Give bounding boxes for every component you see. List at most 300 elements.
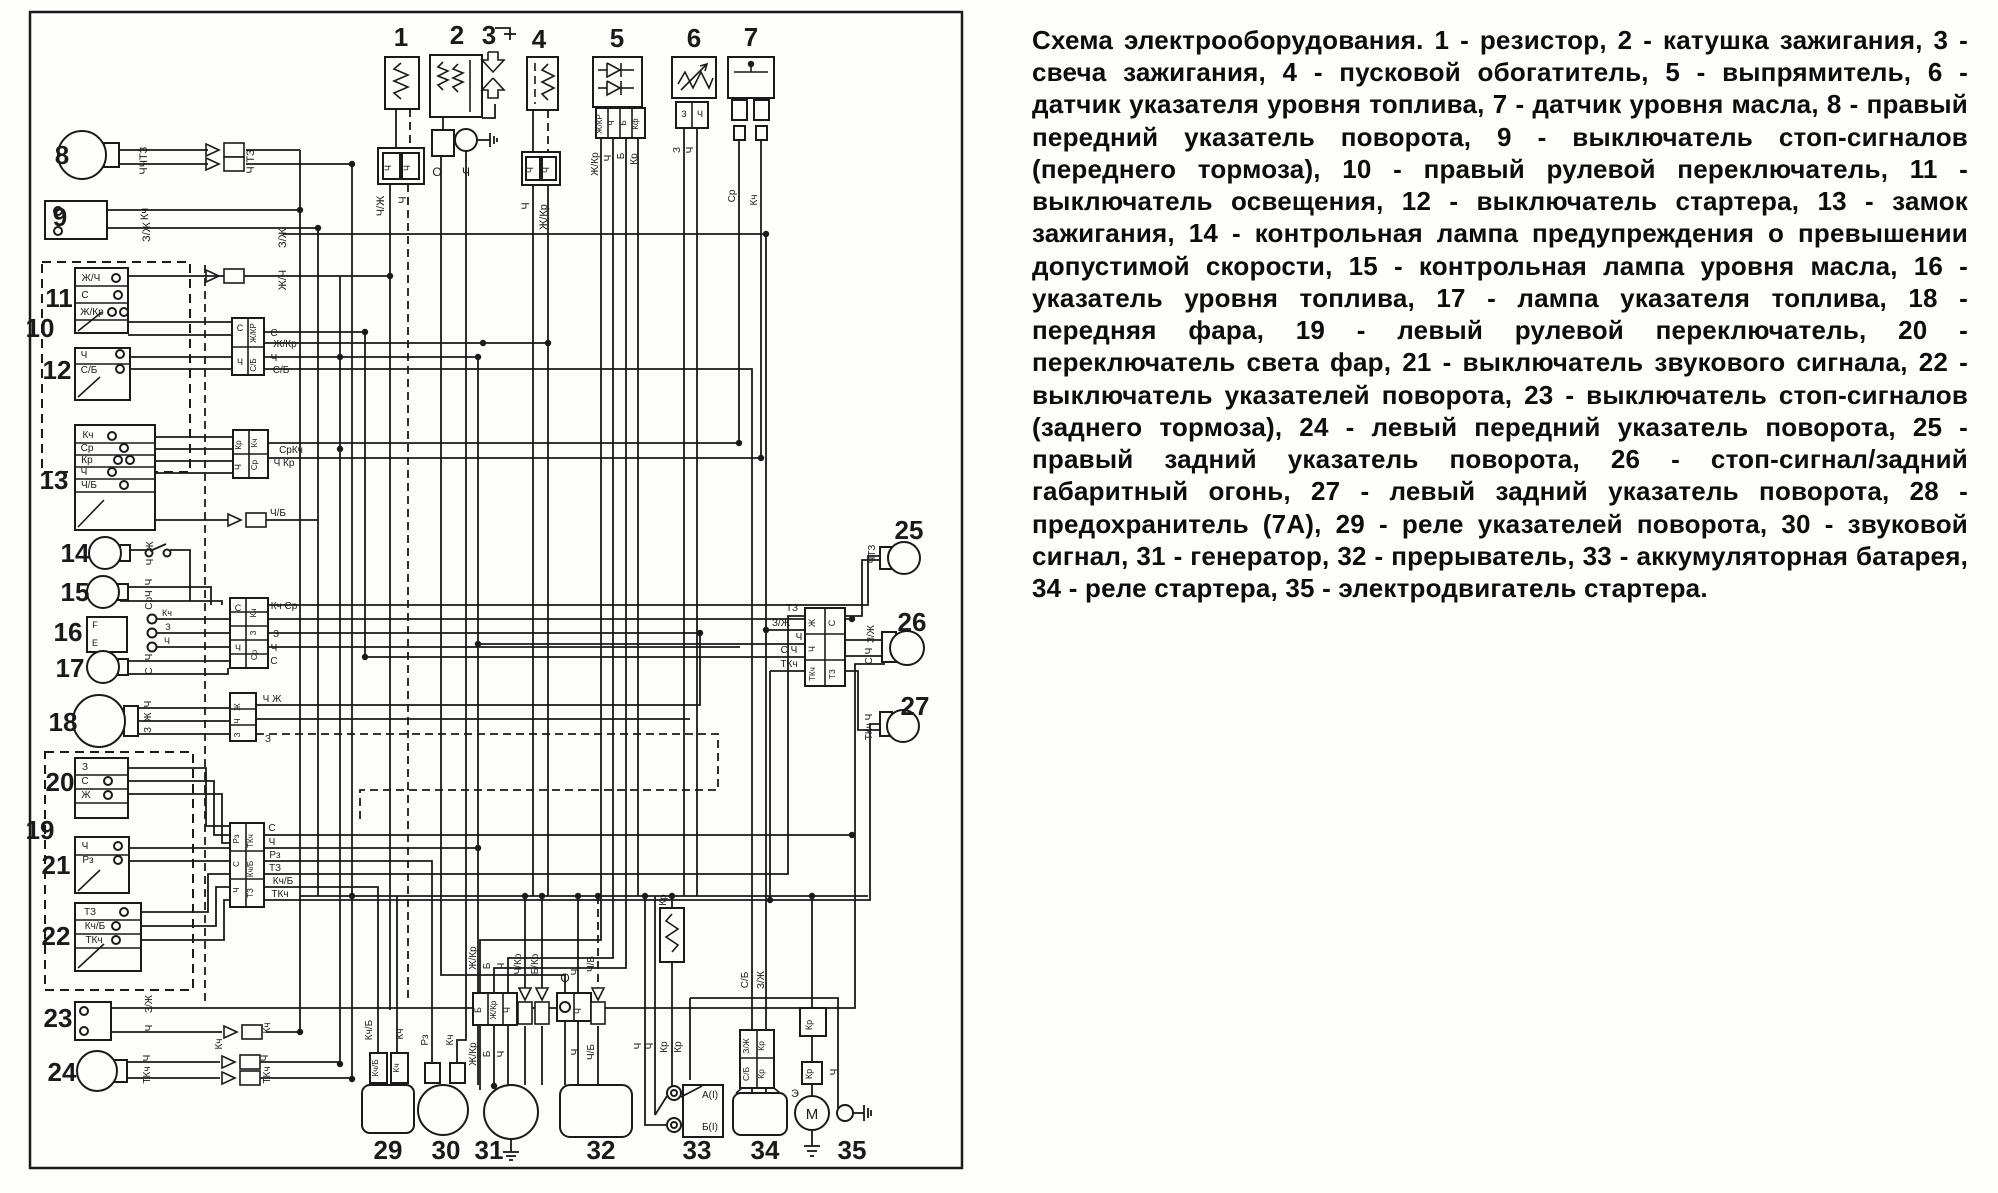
- junction-dot: [315, 225, 321, 231]
- wire-label: Ч: [270, 353, 278, 364]
- component-circle: [164, 550, 171, 557]
- wire-label: Ч: [496, 1050, 507, 1058]
- component-circle: [484, 1085, 538, 1139]
- wire-label: Ч: [233, 464, 243, 470]
- wire-label: ТКч: [780, 659, 798, 670]
- component-number: 1: [393, 22, 409, 52]
- component-number: 13: [39, 465, 69, 495]
- connector-sleeve: [240, 1055, 260, 1069]
- wire-label: Кч: [262, 1022, 273, 1034]
- wire-label: З: [249, 630, 258, 636]
- junction-dot: [809, 893, 815, 899]
- wire-label: С: [270, 656, 278, 667]
- wire-label: З/Ж: [277, 228, 289, 248]
- wire-label: Ч: [145, 558, 156, 566]
- connector-sleeve: [246, 513, 266, 527]
- component-box: [754, 100, 769, 120]
- connector-sleeve: [242, 1025, 262, 1039]
- component-circle: [89, 537, 121, 569]
- component-number: 31: [474, 1135, 504, 1165]
- wire-label: F: [92, 620, 98, 630]
- component-number: 3: [481, 20, 497, 50]
- wire-label: З/Ж: [141, 222, 153, 242]
- component-circle: [73, 695, 125, 747]
- wire-label: З: [681, 109, 687, 119]
- component-number: 22: [41, 921, 71, 951]
- wire-label: Ж: [807, 618, 817, 628]
- wire: [457, 151, 466, 1063]
- connector-bullet: [222, 1072, 235, 1084]
- component-circle: [667, 1086, 681, 1100]
- junction-dot: [337, 1061, 343, 1067]
- wire-label: ТКч: [85, 935, 103, 946]
- wire-label: Ср: [250, 649, 259, 661]
- junction-dot: [758, 455, 764, 461]
- wire-label: Ч: [142, 1054, 153, 1062]
- component-number: 34: [750, 1135, 780, 1165]
- wire-label: Ж/Кр: [590, 152, 601, 176]
- component-number: 24: [47, 1057, 77, 1087]
- wire-label: Кч: [391, 1063, 401, 1073]
- component-number: 20: [45, 767, 75, 797]
- wire-label: Ж/КР: [249, 323, 258, 343]
- wire: [120, 668, 228, 674]
- component-number: 19: [25, 815, 55, 845]
- component-box: [660, 908, 684, 962]
- wire-label: Кр: [673, 1041, 684, 1053]
- wire-label: ТЗ: [245, 149, 257, 163]
- wire-label: З: [143, 726, 154, 734]
- wire-label: Ч: [138, 167, 150, 175]
- wire-label: С Ч: [780, 645, 798, 656]
- wire-label: Б: [473, 1007, 483, 1013]
- wire-label: Ч: [573, 1008, 583, 1014]
- wire-label: Кч Ср: [270, 601, 298, 612]
- wire-label: Ч/Б: [80, 480, 98, 491]
- connector-sleeve: [224, 269, 244, 283]
- wire-label: З/Ж: [771, 618, 791, 629]
- component-number: 30: [431, 1135, 461, 1165]
- component-box: [593, 57, 642, 107]
- wire-label: ТЗ: [83, 907, 97, 918]
- wire-label: Ч: [496, 962, 507, 970]
- wire-label: Ж/Ч: [277, 269, 289, 291]
- wire-label: Ч: [685, 146, 696, 154]
- wire-label: О: [560, 971, 570, 985]
- component-box: [527, 57, 558, 110]
- wire-label: Ср: [80, 443, 94, 454]
- wire-label: Ч: [795, 632, 803, 643]
- wire-label: Ч: [697, 109, 703, 119]
- component-number: 29: [373, 1135, 403, 1165]
- wire: [256, 734, 718, 823]
- connector-sleeve: [591, 1002, 605, 1024]
- wire-label: ТКч: [246, 834, 255, 848]
- connector-sleeve: [224, 143, 244, 157]
- wire-label: Ж: [143, 712, 154, 722]
- wire-label: ТКч Ч: [864, 713, 875, 741]
- wire-label: ТЗ: [828, 669, 837, 679]
- wire-label: ТКч: [271, 889, 289, 900]
- component-number: 4: [531, 24, 547, 54]
- wire-label: ТЗ: [268, 863, 282, 874]
- connector-bullet: [536, 988, 548, 1000]
- junction-dot: [522, 893, 528, 899]
- wire-label: Кч/Б: [370, 1059, 380, 1077]
- wire-label: Ч/Б: [586, 1043, 597, 1061]
- wire-label: Ч: [570, 1048, 581, 1056]
- wire-label: Ч/Б: [269, 508, 287, 519]
- component-circle: [148, 643, 157, 652]
- wire-label: ЧТЗ: [138, 146, 150, 168]
- wire-label: Ж/Ч: [81, 273, 101, 284]
- junction-dot: [642, 893, 648, 899]
- junction-dot: [491, 1083, 497, 1089]
- wire-label: Кч: [214, 1038, 225, 1050]
- wire-label: С: [827, 619, 837, 627]
- component-box: [734, 126, 745, 140]
- wire-label: Кч: [139, 207, 151, 221]
- junction-dot: [337, 446, 343, 452]
- wire-label: Ч: [164, 636, 170, 646]
- wire: [108, 664, 885, 1008]
- component-number: 12: [42, 355, 72, 385]
- component-number: 15: [60, 577, 90, 607]
- wire-label: Ч: [462, 165, 470, 179]
- wire-label: С: [232, 861, 241, 867]
- wire-label: ТЗ: [246, 888, 255, 898]
- wire-label: Кч: [445, 1034, 456, 1046]
- wire-label: ЧТЗ: [867, 544, 878, 564]
- wire-label: Ср: [727, 189, 738, 203]
- component-number: 2: [449, 20, 465, 50]
- wire-label: Ч/Б: [586, 955, 597, 973]
- wire-label: Ж/Кр: [489, 1000, 498, 1020]
- wire-label: Б(I): [701, 1122, 719, 1133]
- component-number: 33: [682, 1135, 712, 1165]
- junction-dot: [748, 61, 754, 67]
- wire-label: Ж/Кр: [468, 946, 479, 970]
- component-box: [733, 1093, 787, 1135]
- component-circle: [837, 1105, 853, 1121]
- wire-label: Кр: [658, 894, 669, 906]
- junction-dot: [362, 654, 368, 660]
- wire-label: Ч: [645, 1042, 656, 1050]
- component-number: 25: [894, 515, 924, 545]
- connector-bullet: [228, 514, 241, 526]
- wire: [268, 556, 880, 605]
- wire-label: С: [270, 328, 278, 339]
- wire-label: Е: [91, 638, 99, 648]
- legend-text: Схема электрооборудования. 1 - резистор, 2 - катушка зажигания, 3 - свеча зажигания, 4 - пусковой обогатитель, 5 - выпрямитель, 6 - датчик указателя уровня топлива, 7 - датчик уровня масла, 8 - правый передний указатель поворота, 9 - выключатель стоп-сигналов (переднего тормоза), 10 - правый рулевой переключатель, 11 - выключатель освещения, 12 - выключатель стартера, 13 - замок зажигания, 14 - контрольная лампа предупреждения о превышении допустимой скорости, 15 - контрольная лампа уровня масла, 16 - указатель уровня топлива, 17 - лампа указателя топлива, 18 - передняя фара, 19 - левый рулевой переключатель, 20 - переключатель света фар, 21 - выключатель звукового сигнала, 22 - выключатель указателей поворота, 23 - выключатель стоп-сигналов (заднего тормоза), 24 - левый передний указатель поворота, 25 - правый задний указатель поворота, 26 - стоп-сигнал/задний габаритный огонь, 27 - левый задний указатель поворота, 28 - предохранитель (7А), 29 - реле указателей поворота, 30 - звуковой сигнал, 31 - генератор, 32 - прерыватель, 33 - аккумуляторная батарея, 34 - реле стартера, 35 - электродвигатель стартера.: [1032, 25, 1968, 603]
- wire-label: Кр: [756, 1069, 766, 1079]
- component-box: [756, 126, 767, 140]
- junction-dot: [480, 340, 486, 346]
- wire-label: Кч/Б: [246, 860, 255, 878]
- wire-label: З: [81, 762, 89, 773]
- component-number: 9: [52, 202, 68, 232]
- wire-label: Ч: [829, 1068, 840, 1076]
- wire-label: Ч: [633, 1042, 644, 1050]
- wire-label: Ч: [245, 166, 257, 174]
- connector-sleeve: [224, 157, 244, 171]
- wire-label: Ж/Кр: [273, 339, 297, 350]
- wire-label: Ч: [268, 837, 276, 848]
- wire-label: Э: [791, 1088, 799, 1100]
- wire-label: С/Б: [272, 365, 290, 376]
- component-circle: [455, 129, 477, 151]
- wire-label: Ч: [397, 196, 409, 204]
- junction-dot: [475, 354, 481, 360]
- junction-dot: [387, 273, 393, 279]
- wire-label: Ч: [270, 643, 278, 654]
- junction-dot: [539, 893, 545, 899]
- junction-dot: [849, 616, 855, 622]
- junction-dot: [337, 354, 343, 360]
- wire: [170, 550, 190, 601]
- wire-label: Ч: [81, 841, 89, 852]
- component-box: [560, 1085, 632, 1137]
- component-circle: [418, 1085, 468, 1135]
- junction-dot: [736, 440, 742, 446]
- wire-label: Ч: [402, 165, 412, 171]
- component-number: 17: [55, 653, 85, 683]
- wire-label: Ч: [502, 1007, 512, 1013]
- component-box: [362, 1085, 414, 1133]
- wire: [508, 138, 613, 993]
- wire-label: Ч: [607, 120, 616, 126]
- wire-label: Кч: [82, 430, 94, 441]
- wire-label: СрЧ: [144, 590, 155, 610]
- component-glyph: [482, 52, 504, 72]
- wire-label: С/Б: [249, 358, 258, 372]
- junction-dot: [297, 207, 303, 213]
- wire-label: З/Ж: [866, 624, 877, 644]
- wire-label: Ч: [144, 578, 155, 586]
- wire-label: З: [672, 146, 683, 154]
- component-number: 6: [686, 23, 702, 53]
- wire-label: Ч: [80, 467, 88, 478]
- wire-label: Ж/Кр: [80, 307, 104, 318]
- connector-sleeve: [518, 1002, 532, 1024]
- component-box: [124, 706, 138, 736]
- component-circle: [888, 542, 920, 574]
- wire-label: Ч: [80, 350, 88, 361]
- component-box: [425, 1063, 440, 1083]
- connector-sleeve: [535, 1002, 549, 1024]
- wire-label: Ср: [250, 459, 259, 471]
- wire-label: Кр: [804, 1068, 814, 1080]
- wire-label: Ч: [260, 1054, 271, 1062]
- wire-label: Ж/КР: [595, 114, 604, 134]
- wire-label: Кр: [81, 455, 93, 466]
- wire-label: Ч Ж: [262, 694, 282, 705]
- wire: [845, 560, 880, 616]
- wire: [120, 601, 222, 605]
- component-number: 16: [53, 617, 83, 647]
- wire-label: Кч: [162, 608, 172, 618]
- wire-label: С/Б: [740, 971, 751, 989]
- wire-label: Ж: [81, 790, 91, 801]
- junction-dot: [575, 893, 581, 899]
- wire-label: ТЗ: [785, 603, 799, 614]
- wire-label: Кч: [250, 438, 259, 448]
- wire-label: Кф: [631, 118, 640, 130]
- wire-label: А(I): [701, 1090, 719, 1101]
- component-circle: [148, 615, 157, 624]
- component-number: 35: [837, 1135, 867, 1165]
- wire-label: Ч: [235, 643, 241, 653]
- wire-label: З: [233, 732, 242, 738]
- component-number: 18: [48, 707, 78, 737]
- wire-label: С/Б: [80, 365, 98, 376]
- wire-label: С: [234, 603, 242, 613]
- wire-label: Ж: [233, 703, 242, 711]
- component-circle: [87, 576, 119, 608]
- wire-label: С Ч: [864, 647, 875, 665]
- wire-label: З/Ж: [756, 970, 767, 990]
- wire-label: Ж/Кр: [538, 204, 550, 230]
- wire-label: Ч: [144, 1024, 155, 1032]
- junction-dot: [545, 340, 551, 346]
- wire-label: Кр: [756, 1041, 766, 1051]
- wire-label: Ч Кр: [273, 458, 295, 469]
- wire-label: З: [165, 622, 171, 632]
- component-box: [450, 1063, 465, 1083]
- connector-bullet: [519, 988, 531, 1000]
- wire-label: М: [805, 1106, 819, 1123]
- wire-label: З: [264, 734, 272, 745]
- junction-dot: [349, 1076, 355, 1082]
- junction-dot: [763, 231, 769, 237]
- wire: [441, 156, 565, 993]
- connector-bullet: [224, 1026, 237, 1038]
- wire: [482, 104, 495, 118]
- junction-dot: [595, 893, 601, 899]
- component-number: 8: [54, 140, 70, 170]
- wire-label: Кч/Б: [84, 921, 106, 932]
- component-number: 14: [60, 538, 90, 568]
- wire-label: Ч: [232, 887, 241, 893]
- wire-label: С: [144, 667, 155, 675]
- wire-label: Рз: [82, 855, 94, 866]
- wire-label: Ч: [807, 646, 817, 652]
- wire-label: Кр: [659, 1041, 670, 1053]
- wire-label: Ч: [541, 167, 551, 173]
- wire-label: Кр: [804, 1019, 814, 1031]
- wire-label: Ч: [520, 202, 532, 210]
- component-number: 21: [41, 850, 71, 880]
- junction-dot: [767, 897, 773, 903]
- wire-label: З/Ж: [144, 994, 155, 1014]
- junction-dot: [349, 893, 355, 899]
- component-number: 7: [743, 22, 759, 52]
- connector-bullet: [222, 1056, 235, 1068]
- component-number: 27: [900, 691, 930, 721]
- junction-dot: [697, 630, 703, 636]
- wire-label: С: [81, 290, 89, 301]
- junction-dot: [362, 329, 368, 335]
- wire-label: Ж: [145, 541, 156, 551]
- wire-label: Рз: [232, 834, 241, 844]
- component-circle: [87, 651, 119, 683]
- wire: [264, 887, 378, 1053]
- wire: [120, 587, 211, 605]
- wire-label: Кч: [749, 194, 760, 206]
- wire-label: Ч: [143, 700, 154, 708]
- component-number: 10: [25, 313, 55, 343]
- wire-label: Б: [482, 962, 493, 970]
- component-box: [432, 130, 454, 156]
- wire-label: О: [432, 165, 442, 179]
- wire-label: Б/Кр: [530, 953, 541, 975]
- wire-label: Кр: [629, 153, 640, 165]
- wire: [494, 138, 626, 993]
- wire-label: Кр: [234, 440, 243, 450]
- wire-label: З/Ж: [741, 1038, 751, 1054]
- component-circle: [148, 629, 157, 638]
- wire-label: С: [236, 323, 244, 333]
- wire-label: Рз: [269, 850, 281, 861]
- wire: [480, 138, 601, 993]
- junction-dot: [669, 893, 675, 899]
- wire-label: СрКч: [279, 445, 303, 456]
- component-number: 5: [609, 23, 625, 53]
- wire-label: Кч/Б: [364, 1019, 375, 1041]
- wire-label: Ч: [525, 167, 535, 173]
- wire-label: Ч/Ж: [375, 195, 387, 217]
- component-glyph: [482, 78, 504, 98]
- component-box: [385, 57, 419, 109]
- wire-label: Ч: [383, 165, 393, 171]
- wire-label: Рз: [420, 1034, 431, 1046]
- wire-label: Кч: [249, 608, 258, 618]
- wire-label: Ч: [603, 154, 614, 162]
- wire-label: Б: [616, 152, 627, 160]
- wire-label: Кч/Б: [272, 876, 294, 887]
- junction-dot: [849, 832, 855, 838]
- connector-sleeve: [240, 1071, 260, 1085]
- component-number: 23: [43, 1003, 73, 1033]
- junction-dot: [763, 627, 769, 633]
- wire-label: ТКч: [262, 1066, 273, 1084]
- connector-bullet: [592, 988, 604, 1000]
- component-box: [732, 100, 747, 120]
- wire-label: Ч: [233, 718, 242, 724]
- junction-dot: [297, 1029, 303, 1035]
- wire-label: Ч: [144, 653, 155, 661]
- junction-dot: [349, 161, 355, 167]
- wire-label: ТКч: [142, 1066, 153, 1084]
- wire-label: С: [81, 776, 89, 787]
- wire-label: Б: [619, 120, 628, 126]
- component-circle: [667, 1118, 681, 1132]
- wire: [141, 887, 230, 926]
- wire-label: Ч/Кр: [513, 953, 524, 975]
- component-circle: [77, 1051, 117, 1091]
- wire-label: Ч: [237, 357, 243, 367]
- component-number: 26: [897, 607, 927, 637]
- wire: [655, 1096, 667, 1115]
- wire-label: Кч: [395, 1028, 406, 1040]
- wire-label: З: [272, 629, 280, 640]
- wire: [128, 781, 230, 835]
- wire-label: С: [268, 823, 276, 834]
- wire-label: С/Б: [741, 1066, 751, 1082]
- junction-dot: [475, 641, 481, 647]
- component-number: 32: [586, 1135, 616, 1165]
- junction-dot: [475, 845, 481, 851]
